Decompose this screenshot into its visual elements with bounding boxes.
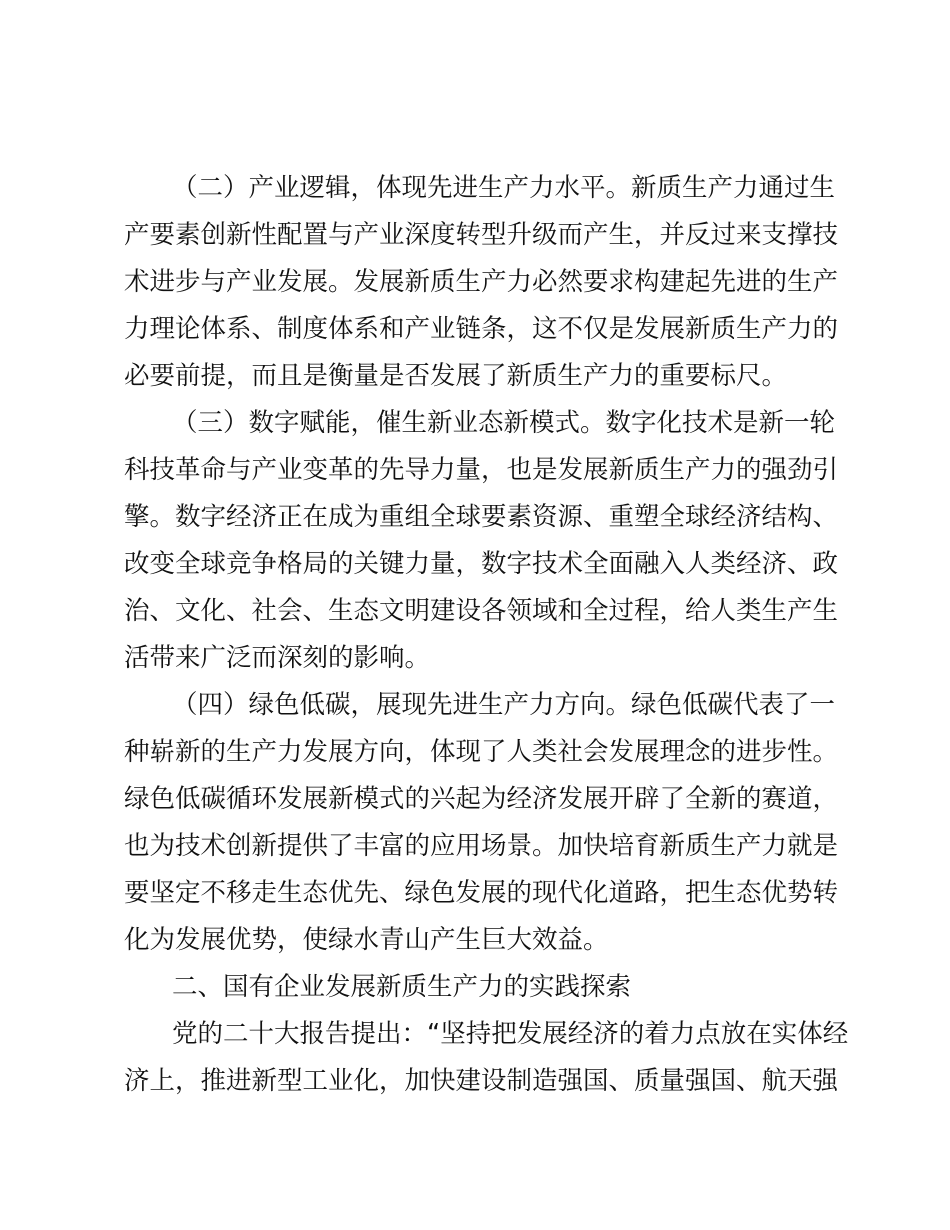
paragraph-digital-empowerment-line-3: 擎。数字经济正在成为重组全球要素资源、重塑全球经济结构、 (124, 502, 839, 532)
paragraph-green-low-carbon-line-2: 种崭新的生产力发展方向，体现了人类社会发展理念的进步性。 (124, 737, 839, 767)
paragraph-industry-logic-line-3: 术进步与产业发展。发展新质生产力必然要求构建起先进的生产 (124, 267, 839, 297)
paragraph-report-quote-line-2: 济上，推进新型工业化，加快建设制造强国、质量强国、航天强 (124, 1066, 839, 1096)
paragraph-digital-empowerment-line-1: （三）数字赋能，催生新业态新模式。数字化技术是新一轮 (172, 408, 836, 438)
paragraph-industry-logic-line-1: （二）产业逻辑，体现先进生产力水平。新质生产力通过生 (172, 173, 836, 203)
paragraph-green-low-carbon-line-3: 绿色低碳循环发展新模式的兴起为经济发展开辟了全新的赛道， (124, 784, 839, 814)
section-heading-practice-exploration: 二、国有企业发展新质生产力的实践探索 (172, 972, 632, 1002)
paragraph-industry-logic-line-5: 必要前提，而且是衡量是否发展了新质生产力的重要标尺。 (124, 361, 788, 391)
paragraph-digital-empowerment-line-2: 科技革命与产业变革的先导力量，也是发展新质生产力的强劲引 (124, 455, 839, 485)
paragraph-report-quote-line-1: 党的二十大报告提出：“坚持把发展经济的着力点放在实体经 (172, 1019, 849, 1049)
paragraph-digital-empowerment-line-4: 改变全球竞争格局的关键力量，数字技术全面融入人类经济、政 (124, 549, 839, 579)
paragraph-green-low-carbon-line-4: 也为技术创新提供了丰富的应用场景。加快培育新质生产力就是 (124, 831, 839, 861)
paragraph-digital-empowerment-line-5: 治、文化、社会、生态文明建设各领域和全过程，给人类生产生 (124, 596, 839, 626)
paragraph-industry-logic-line-4: 力理论体系、制度体系和产业链条，这不仅是发展新质生产力的 (124, 314, 839, 344)
paragraph-green-low-carbon-line-1: （四）绿色低碳，展现先进生产力方向。绿色低碳代表了一 (172, 690, 836, 720)
paragraph-green-low-carbon-line-5: 要坚定不移走生态优先、绿色发展的现代化道路，把生态优势转 (124, 878, 839, 908)
paragraph-digital-empowerment-line-6: 活带来广泛而深刻的影响。 (124, 643, 431, 673)
paragraph-green-low-carbon-line-6: 化为发展优势，使绿水青山产生巨大效益。 (124, 925, 609, 955)
paragraph-industry-logic-line-2: 产要素创新性配置与产业深度转型升级而产生，并反过来支撑技 (124, 220, 839, 250)
